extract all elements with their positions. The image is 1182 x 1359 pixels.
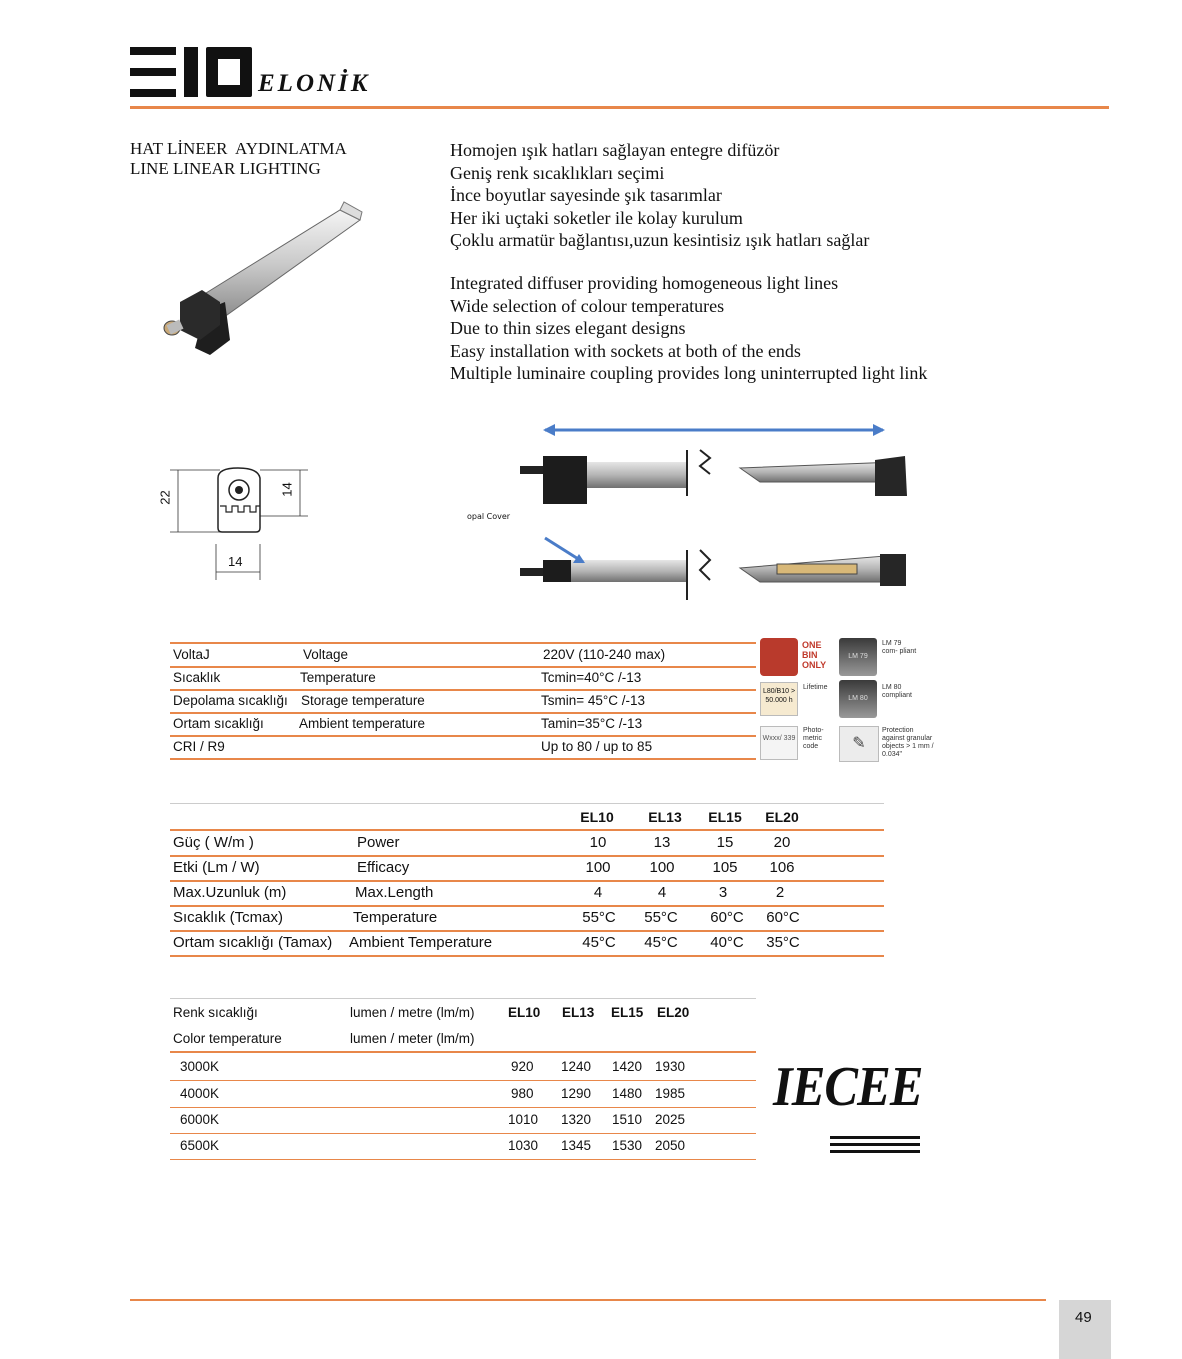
spec-value: Tcmin=40°C /-13	[541, 670, 642, 685]
spec-row	[170, 690, 756, 714]
feature-en: Wide selection of colour temperatures	[450, 295, 725, 316]
lm79-label: LM 79 com- pliant	[882, 640, 917, 655]
model-row	[170, 856, 884, 882]
lumen-unit-tr: lumen / metre (lm/m)	[350, 1005, 475, 1020]
page-title-tr: HAT LİNEER AYDINLATMA	[130, 139, 347, 158]
model-value: 45°C	[582, 934, 616, 951]
models-header-row	[170, 805, 884, 831]
features-tr	[450, 139, 869, 252]
feature-en: Due to thin sizes elegant designs	[450, 318, 686, 339]
spec-label-en: Voltage	[303, 647, 349, 662]
model-label-en: Power	[357, 834, 400, 851]
model-value: 4	[657, 884, 667, 901]
model-row	[170, 906, 884, 932]
brand-wordmark: ELONİK	[258, 70, 371, 97]
feature-tr: Çoklu armatür bağlantısı,uzun kesintisiz ışık hatları sağlar	[450, 230, 870, 251]
model-value: 20	[773, 834, 791, 851]
feature-tr: İnce boyutlar sayesinde şık tasarımlar	[450, 185, 722, 206]
model-value: 35°C	[766, 934, 800, 951]
model-value: 106	[769, 859, 795, 876]
spec-value: 220V (110-240 max)	[543, 647, 666, 662]
model-label-en: Temperature	[353, 909, 438, 926]
spec-row	[170, 736, 756, 760]
photometric-label: Photo- metric code	[803, 727, 824, 750]
model-value: 60°C	[710, 909, 744, 926]
model-label-en: Efficacy	[357, 859, 410, 876]
feature-en: Easy installation with sockets at both of the ends	[450, 340, 801, 361]
lumen-row	[170, 1054, 756, 1081]
lumen-value: 920	[511, 1059, 534, 1074]
lumen-value: 980	[511, 1086, 534, 1101]
model-label-tr: Etki (Lm / W)	[173, 859, 260, 876]
model-row	[170, 931, 884, 957]
lumen-h-tr: Renk sıcaklığı	[173, 1005, 258, 1020]
lumen-value: 2050	[655, 1138, 686, 1153]
model-value: 3	[718, 884, 728, 901]
model-value: 55°C	[644, 909, 678, 926]
spec-row	[170, 713, 756, 737]
lumen-unit-en: lumen / meter (lm/m)	[350, 1031, 475, 1046]
lumen-row	[170, 1107, 756, 1134]
model-value: 55°C	[582, 909, 616, 926]
feature-en: Integrated diffuser providing homogeneous light lines	[450, 273, 839, 293]
lumen-value: 1240	[561, 1059, 592, 1074]
feature-tr: Geniş renk sıcaklıkları seçimi	[450, 162, 665, 183]
model-value: 100	[649, 859, 675, 876]
lumen-header-cell: EL20	[657, 1005, 690, 1020]
spec-label-tr: Sıcaklık	[173, 670, 221, 685]
dim-height: 22	[157, 490, 173, 505]
lumen-value: 1420	[612, 1059, 643, 1074]
model-row	[170, 881, 884, 907]
lumen-value: 1010	[508, 1112, 539, 1127]
lumen-value: 1320	[561, 1112, 592, 1127]
lumen-value: 1030	[508, 1138, 539, 1153]
lumen-h-en: Color temperature	[173, 1031, 282, 1046]
model-header: EL15	[708, 809, 742, 825]
model-value: 4	[593, 884, 603, 901]
model-label-en: Max.Length	[355, 884, 434, 901]
model-header: EL13	[648, 809, 682, 825]
spec-label-tr: CRI / R9	[173, 739, 225, 754]
spec-row	[170, 667, 756, 691]
lm80-badge: LM 80	[839, 680, 877, 718]
opal-cover-label: opal Cover	[467, 512, 511, 521]
model-label-tr: Sıcaklık (Tcmax)	[173, 909, 284, 926]
lumen-row	[170, 1081, 756, 1108]
profile-diagram	[515, 420, 915, 605]
lumen-value: 1930	[655, 1059, 686, 1074]
lumen-cct: 4000K	[180, 1086, 220, 1101]
one-bin-label: ONE BIN ONLY	[802, 640, 827, 670]
feature-tr: Her iki uçtaki soketler ile kolay kurulum	[450, 207, 743, 228]
lumen-header-cell: EL13	[562, 1005, 595, 1020]
lifetime-label: Lifetime	[803, 684, 828, 691]
model-header: EL10	[580, 809, 614, 825]
footer-rule	[130, 1299, 1046, 1301]
model-label-en: Ambient Temperature	[349, 934, 493, 951]
spec-label-en: Storage temperature	[301, 693, 425, 708]
photometric-badge: Wxxx/ 339	[760, 726, 798, 760]
dim-inner-height: 14	[279, 482, 295, 497]
lumen-row	[170, 1133, 756, 1160]
feature-tr: Homojen ışık hatları sağlayan entegre difüzör	[450, 140, 780, 160]
spec-label-tr: Depolama sıcaklığı	[173, 693, 288, 708]
lumen-cct: 6500K	[180, 1138, 220, 1153]
model-value: 13	[653, 834, 671, 851]
page-number: 49	[1075, 1309, 1092, 1326]
spec-row	[170, 644, 756, 668]
models-top-rule	[170, 803, 884, 804]
protection-label: Protection against granular objects > 1 mm / 0.034"	[882, 727, 934, 758]
model-value: 100	[585, 859, 611, 876]
spec-value: Tamin=35°C /-13	[541, 716, 643, 731]
spec-label-tr: Ortam sıcaklığı	[173, 716, 264, 731]
model-label-tr: Ortam sıcaklığı (Tamax)	[173, 934, 333, 951]
lumen-value: 1290	[561, 1086, 592, 1101]
model-value: 105	[712, 859, 738, 876]
model-value: 40°C	[710, 934, 744, 951]
model-value: 45°C	[644, 934, 678, 951]
spec-label-en: Temperature	[300, 670, 376, 685]
lumen-value: 1985	[655, 1086, 686, 1101]
model-value: 60°C	[766, 909, 800, 926]
model-label-tr: Max.Uzunluk (m)	[173, 884, 287, 901]
header-rule	[130, 106, 1109, 109]
product-image	[150, 190, 390, 370]
iecee-stripes	[830, 1136, 920, 1153]
one-bin-badge	[760, 638, 798, 676]
lumen-value: 1510	[612, 1112, 643, 1127]
model-header: EL20	[765, 809, 799, 825]
lm79-badge: LM 79	[839, 638, 877, 676]
lumen-cct: 6000K	[180, 1112, 220, 1127]
page-title-en: LINE LINEAR LIGHTING	[130, 159, 321, 178]
lm80-label: LM 80 compliant	[882, 684, 912, 699]
spec-value: Tsmin= 45°C /-13	[541, 693, 646, 708]
lumen-value: 1345	[561, 1138, 592, 1153]
lumen-value: 1480	[612, 1086, 643, 1101]
features-en	[450, 272, 927, 385]
iecee-mark: IECEE	[773, 1056, 923, 1118]
lifetime-badge: L80/B10 > 50.000 h	[760, 682, 798, 716]
feature-en: Multiple luminaire coupling provides long uninterrupted light link	[450, 363, 928, 384]
lumen-header-cell: EL10	[508, 1005, 541, 1020]
lumen-cct: 3000K	[180, 1059, 220, 1074]
lumen-header-cell: EL15	[611, 1005, 644, 1020]
spec-label-tr: VoltaJ	[173, 647, 210, 662]
spec-value: Up to 80 / up to 85	[541, 739, 653, 754]
model-value: 10	[589, 834, 607, 851]
spec-label-en: Ambient temperature	[299, 716, 426, 731]
dim-width: 14	[228, 554, 243, 569]
model-value: 15	[716, 834, 734, 851]
model-value: 2	[775, 884, 785, 901]
model-row	[170, 831, 884, 857]
lumen-value: 1530	[612, 1138, 643, 1153]
model-label-tr: Güç ( W/m )	[173, 834, 254, 851]
lumen-header	[170, 999, 756, 1053]
protection-icon: ✎	[839, 726, 879, 762]
lumen-value: 2025	[655, 1112, 686, 1127]
